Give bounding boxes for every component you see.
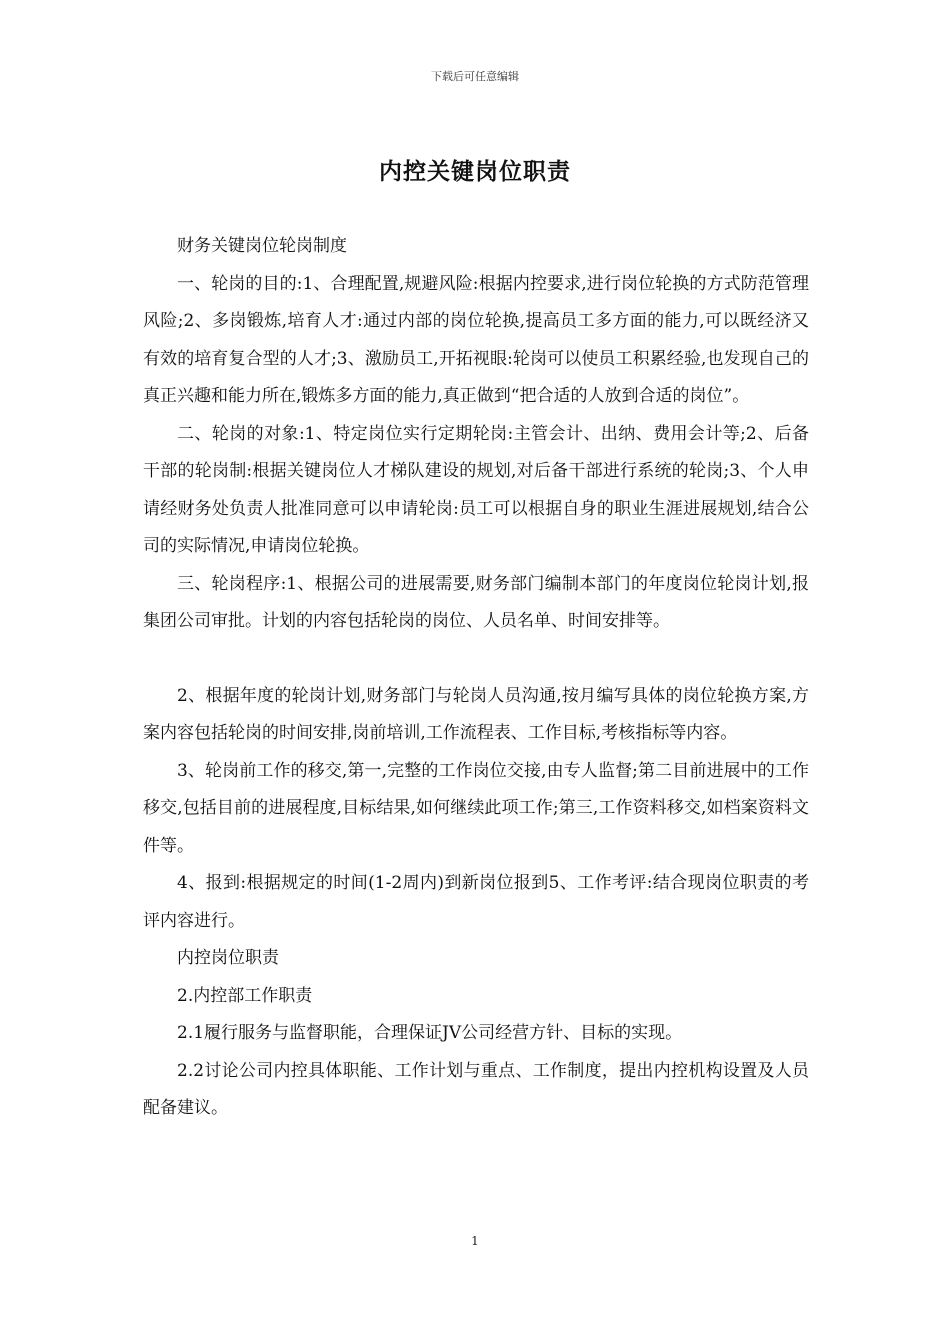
paragraph-rotation-targets: 二、轮岗的对象:1、特定岗位实行定期轮岗:主管会计、出纳、费用会计等;2、后备干部的轮岗制:根据关键岗位人才梯队建设的规划,对后备干部进行系统的轮岗;3、个人申请经财务处负责人批准同意可以申请轮岗:员工可以根据自身的职业生涯进展规划,结合公司的实际情况,申请岗位轮换。 xyxy=(143,423,809,556)
paragraph-rotation-procedure: 三、轮岗程序:1、根据公司的进展需要,财务部门编制本部门的年度岗位轮岗计划,报集团公司审批。计划的内容包括轮岗的岗位、人员名单、时间安排等。 xyxy=(143,573,809,631)
page-number: 1 xyxy=(471,1234,479,1248)
paragraph-section-heading-rotation: 财务关键岗位轮岗制度 xyxy=(177,236,347,256)
paragraph-internal-control-heading: 内控岗位职责 xyxy=(177,948,279,968)
paragraph-department-duties: 2.内控部工作职责 xyxy=(177,985,313,1006)
paragraph-rotation-plan: 2、根据年度的轮岗计划,财务部门与轮岗人员沟通,按月编写具体的岗位轮换方案,方案内容包括轮岗的时间安排,岗前培训,工作流程表、工作目标,考核指标等内容。 xyxy=(143,685,809,743)
paragraph-handover: 3、轮岗前工作的移交,第一,完整的工作岗位交接,由专人监督;第二目前进展中的工作移交,包括目前的进展程度,目标结果,如何继续此项工作;第三,工作资料移交,如档案资料文件等。 xyxy=(143,760,809,856)
document-title: 内控关键岗位职责 xyxy=(379,158,571,185)
document-body xyxy=(143,228,809,1128)
paragraph-report-evaluation: 4、报到:根据规定的时间(1-2周内)到新岗位报到5、工作考评:结合现岗位职责的考评内容进行。 xyxy=(143,873,809,931)
header-note: 下载后可任意编辑 xyxy=(431,70,519,83)
paragraph-rotation-purpose: 一、轮岗的目的:1、合理配置,规避风险:根据内控要求,进行岗位轮换的方式防范管理风险;2、多岗锻炼,培育人才:通过内部的岗位轮换,提高员工多方面的能力,可以既经济又有效的培育复合型的人才;3、激励员工,开拓视眼:轮岗可以使员工积累经验,也发现自己的真正兴趣和能力所在,锻炼多方面的能力,真正做到“把合适的人放到合适的岗位”。 xyxy=(143,273,809,406)
paragraph-duty-2-1: 2.1履行服务与监督职能，合理保证JV公司经营方针、目标的实现。 xyxy=(177,1023,683,1043)
paragraph-duty-2-2: 2.2讨论公司内控具体职能、工作计划与重点、工作制度，提出内控机构设置及人员配备建议。 xyxy=(143,1060,809,1118)
